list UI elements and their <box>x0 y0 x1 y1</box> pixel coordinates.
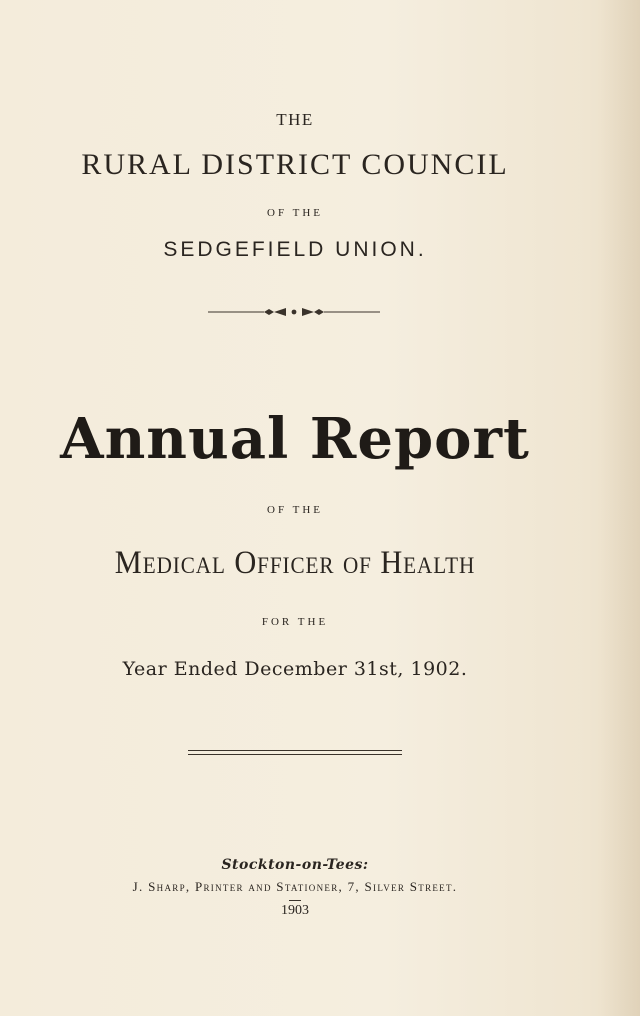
heading-the: THE <box>276 110 314 129</box>
for-the-connector: FOR THE <box>261 616 329 628</box>
of-the-connector-2: OF THE <box>267 504 323 516</box>
of-the-connector: OF THE <box>267 207 323 219</box>
double-rule-bottom <box>188 754 402 755</box>
imprint-printer: J. Sharp, Printer and Stationer, 7, Silver Street. <box>132 879 458 894</box>
document-title: Annual Report <box>60 406 530 472</box>
imprint-place: Stockton-on-Tees: <box>221 857 369 873</box>
report-period: Year Ended December 31st, 1902. <box>122 658 468 680</box>
council-name: RURAL DISTRICT COUNCIL <box>81 148 509 181</box>
union-name: SEDGEFIELD UNION. <box>163 238 427 261</box>
ornamental-divider <box>208 304 380 320</box>
officer-title: Medical Officer of Health <box>114 545 476 581</box>
double-rule-top <box>188 750 402 751</box>
imprint-rule <box>289 900 301 901</box>
page-edge-shadow <box>600 0 640 1016</box>
imprint-year: 1903 <box>281 903 309 918</box>
